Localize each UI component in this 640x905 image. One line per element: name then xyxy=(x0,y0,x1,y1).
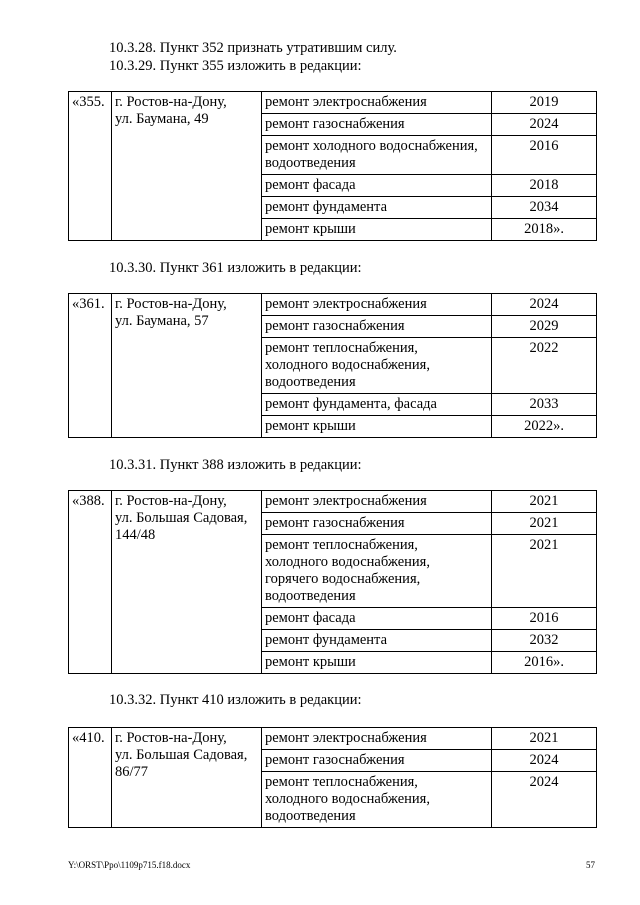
table-row xyxy=(69,491,597,513)
year-cell: 2016 xyxy=(492,608,597,630)
table-row xyxy=(69,92,597,114)
work-cell: ремонт фундамента xyxy=(262,197,492,219)
year-cell: 2033 xyxy=(492,394,597,416)
table-item-355 xyxy=(68,91,597,241)
item-number: «388. xyxy=(69,491,112,674)
year-cell: 2024 xyxy=(492,294,597,316)
table-row xyxy=(69,294,597,316)
paragraph-10-3-32: 10.3.32. Пункт 410 изложить в редакции: xyxy=(109,692,362,708)
paragraph-10-3-30: 10.3.30. Пункт 361 изложить в редакции: xyxy=(109,260,362,276)
address-cell: г. Ростов-на-Дону, ул. Баумана, 49 xyxy=(112,92,262,241)
year-cell: 2034 xyxy=(492,197,597,219)
table-item-410 xyxy=(68,727,597,828)
year-cell: 2018 xyxy=(492,175,597,197)
work-cell: ремонт крыши xyxy=(262,652,492,674)
address-cell: г. Ростов-на-Дону, ул. Баумана, 57 xyxy=(112,294,262,438)
item-number: «361. xyxy=(69,294,112,438)
year-cell: 2024 xyxy=(492,750,597,772)
year-cell: 2018». xyxy=(492,219,597,241)
work-cell: ремонт фундамента xyxy=(262,630,492,652)
year-cell: 2021 xyxy=(492,728,597,750)
footer-file-path: Y:\ORST\Ppo\1109p715.f18.docx xyxy=(68,860,191,870)
work-cell: ремонт теплоснабжения, холодного водоснабжения, горячего водоснабжения, водоотведения xyxy=(262,535,492,608)
year-cell: 2021 xyxy=(492,491,597,513)
address-cell: г. Ростов-на-Дону, ул. Большая Садовая, 144/48 xyxy=(112,491,262,674)
work-cell: ремонт теплоснабжения, холодного водоснабжения, водоотведения xyxy=(262,772,492,828)
work-cell: ремонт крыши xyxy=(262,416,492,438)
year-cell: 2029 xyxy=(492,316,597,338)
work-cell: ремонт газоснабжения xyxy=(262,316,492,338)
year-cell: 2024 xyxy=(492,114,597,136)
item-number: «355. xyxy=(69,92,112,241)
year-cell: 2021 xyxy=(492,513,597,535)
work-cell: ремонт фасада xyxy=(262,608,492,630)
work-cell: ремонт газоснабжения xyxy=(262,750,492,772)
year-cell: 2022». xyxy=(492,416,597,438)
year-cell: 2016 xyxy=(492,136,597,175)
year-cell: 2019 xyxy=(492,92,597,114)
work-cell: ремонт электроснабжения xyxy=(262,92,492,114)
year-cell: 2021 xyxy=(492,535,597,608)
year-cell: 2016». xyxy=(492,652,597,674)
table-row xyxy=(69,728,597,750)
paragraph-10-3-29: 10.3.29. Пункт 355 изложить в редакции: xyxy=(109,58,362,74)
paragraph-10-3-28: 10.3.28. Пункт 352 признать утратившим силу. xyxy=(109,40,397,56)
item-number: «410. xyxy=(69,728,112,828)
work-cell: ремонт газоснабжения xyxy=(262,513,492,535)
work-cell: ремонт электроснабжения xyxy=(262,294,492,316)
paragraph-10-3-31: 10.3.31. Пункт 388 изложить в редакции: xyxy=(109,457,362,473)
work-cell: ремонт фундамента, фасада xyxy=(262,394,492,416)
year-cell: 2032 xyxy=(492,630,597,652)
footer-page-number: 57 xyxy=(586,860,595,870)
work-cell: ремонт электроснабжения xyxy=(262,491,492,513)
work-cell: ремонт фасада xyxy=(262,175,492,197)
work-cell: ремонт холодного водоснабжения, водоотведения xyxy=(262,136,492,175)
table-item-361 xyxy=(68,293,597,438)
address-cell: г. Ростов-на-Дону, ул. Большая Садовая, 86/77 xyxy=(112,728,262,828)
work-cell: ремонт теплоснабжения, холодного водоснабжения, водоотведения xyxy=(262,338,492,394)
year-cell: 2022 xyxy=(492,338,597,394)
year-cell: 2024 xyxy=(492,772,597,828)
work-cell: ремонт крыши xyxy=(262,219,492,241)
work-cell: ремонт электроснабжения xyxy=(262,728,492,750)
work-cell: ремонт газоснабжения xyxy=(262,114,492,136)
table-item-388 xyxy=(68,490,597,674)
